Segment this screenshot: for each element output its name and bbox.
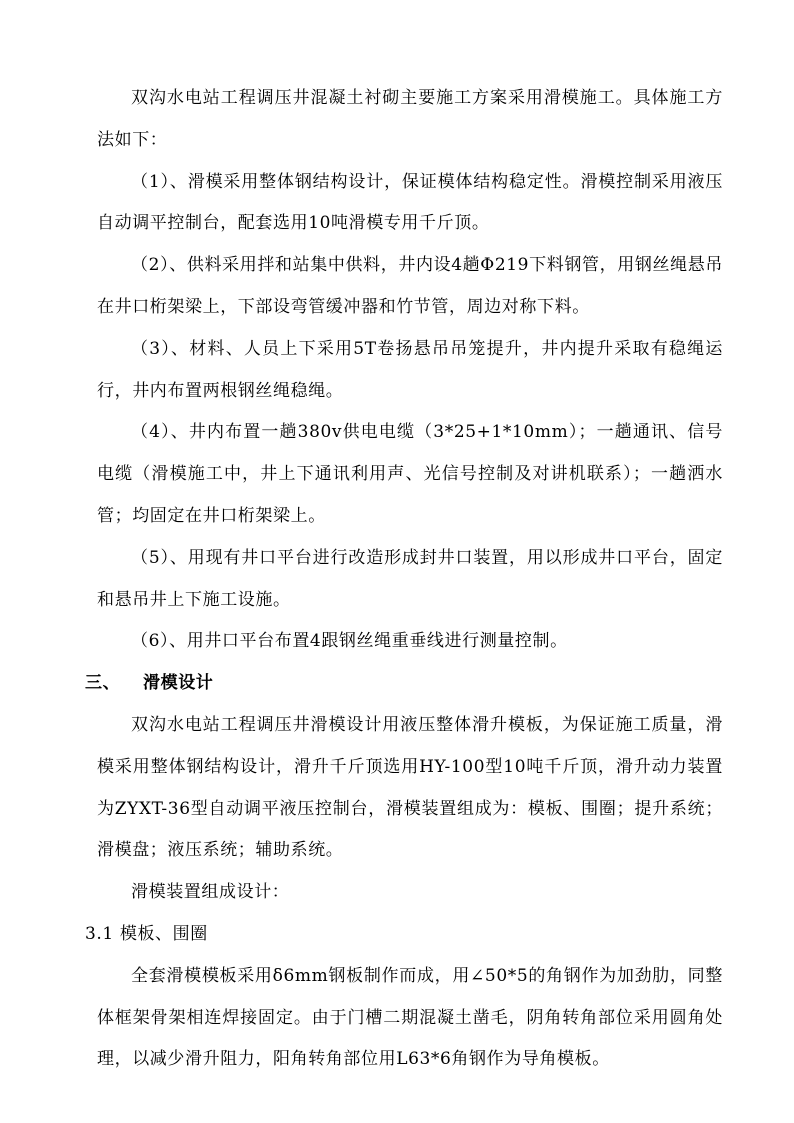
method-item-3: （3）、材料、人员上下采用5T卷扬悬吊吊笼提升，井内提升采取有稳绳运行，井内布置两根钢丝绳稳绳。	[97, 338, 723, 401]
subsection-title: 3.1 模板、围圈	[85, 923, 208, 944]
section-paragraph: 双沟水电站工程调压井滑模设计用液压整体滑升模板，为保证施工质量，滑模采用整体钢结构设计，滑升千斤顶选用HY-100型10吨千斤顶，滑升动力装置为ZYXT-36型自动调平液压控制台，滑模装置组成为：模板、围圈；提升系统；滑模盘；液压系统；辅助系统。	[97, 714, 723, 861]
method-item-1: （1）、滑模采用整体钢结构设计，保证模体结构稳定性。滑模控制采用液压自动调平控制台，配套选用10吨滑模专用千斤顶。	[97, 171, 723, 234]
section-title: 滑模设计	[143, 673, 214, 694]
subsection-paragraph: 全套滑模模板采用δ6mm钢板制作而成，用∠50*5的角钢作为加劲肋，同整体框架骨架相连焊接固定。由于门槽二期混凝土凿毛，阴角转角部位采用圆角处理，以减少滑升阻力，阳角转角部位用L63*6角钢作为导角模板。	[97, 965, 723, 1070]
section-heading	[85, 663, 723, 705]
intro-paragraph: 双沟水电站工程调压井混凝土衬砌主要施工方案采用滑模施工。具体施工方法如下：	[97, 88, 723, 150]
composition-label: 滑模装置组成设计：	[131, 882, 290, 903]
section-number: 三、	[85, 673, 121, 694]
method-item-6: （6）、用井口平台布置4跟钢丝绳重垂线进行测量控制。	[131, 631, 568, 652]
method-item-4: （4）、井内布置一趟380v供电电缆（3*25+1*10mm）；一趟通讯、信号电缆（滑模施工中，井上下通讯利用声、光信号控制及对讲机联系）；一趟洒水管；均固定在井口桁架梁上。	[97, 422, 723, 526]
method-item-5: （5）、用现有井口平台进行改造形成封井口装置，用以形成井口平台，固定和悬吊井上下施工设施。	[97, 547, 723, 610]
document-body	[85, 78, 723, 1081]
method-item-2: （2）、供料采用拌和站集中供料，井内设4趟Φ219下料钢管，用钢丝绳悬吊在井口桁架梁上，下部设弯管缓冲器和竹节管，周边对称下料。	[97, 255, 723, 317]
